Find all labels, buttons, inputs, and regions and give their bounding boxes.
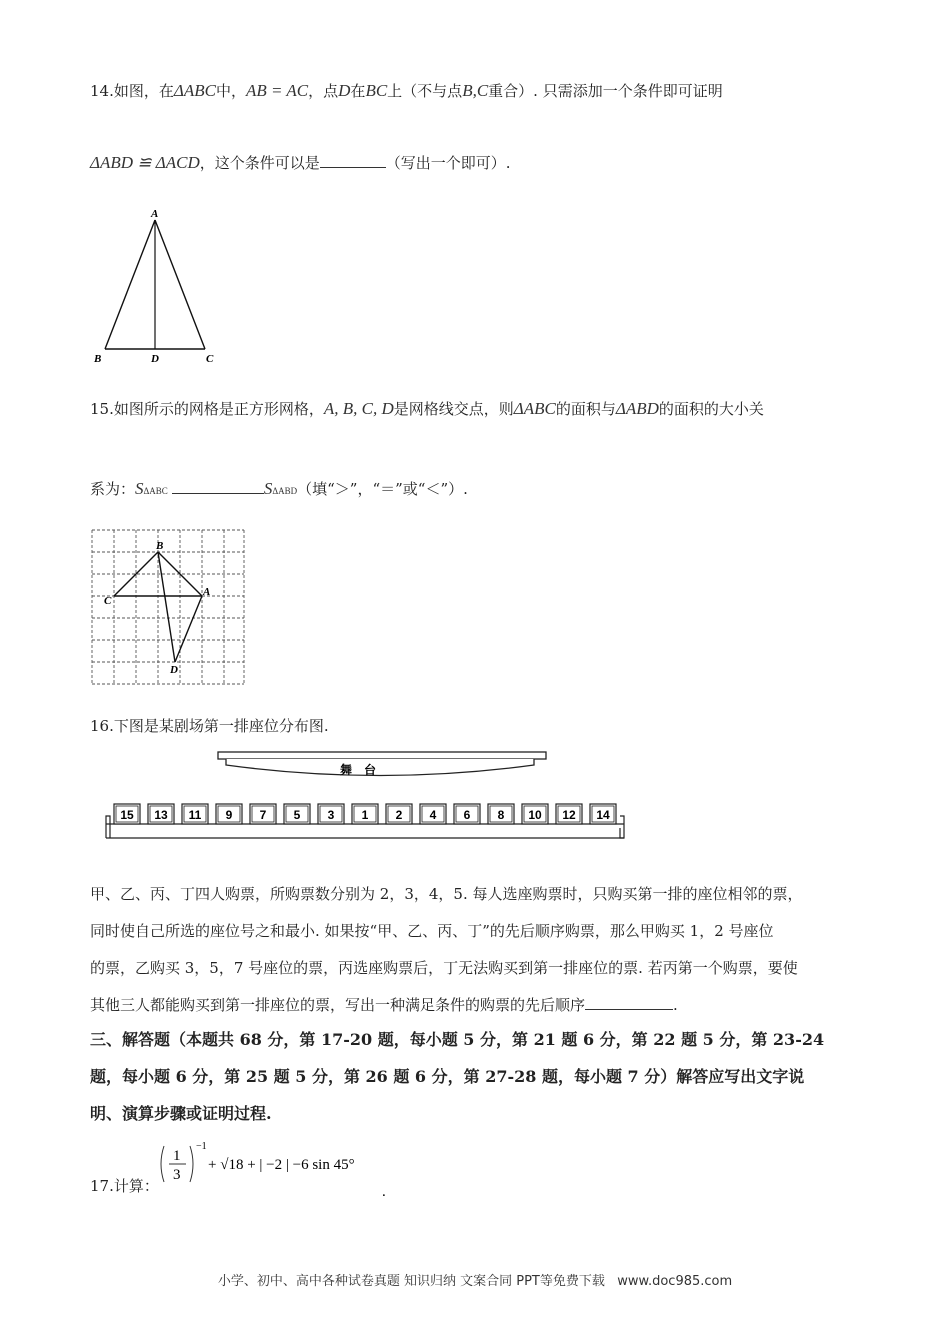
seat-12 (556, 804, 582, 824)
seat-number: 9 (225, 808, 233, 822)
seat-number: 12 (562, 808, 576, 822)
label-d: D (151, 353, 159, 365)
q17-label: 17.计算： (90, 1177, 159, 1195)
seat-number: 2 (395, 808, 403, 822)
q16-para-line2: 同时使自己所选的座位号之和最小. 如果按“甲、乙、丙、丁”的先后顺序购票，那么甲购买 1，2 号座位 (90, 922, 774, 940)
seat-number: 4 (429, 808, 437, 822)
svg-text:+ √18 + | −2 | −6 sin 45°: + √18 + | −2 | −6 sin 45° (208, 1157, 355, 1173)
seat-number: 8 (497, 808, 505, 822)
svg-text:1: 1 (173, 1148, 181, 1164)
answer-blank-15[interactable] (172, 479, 264, 494)
seat-number: 5 (293, 808, 301, 822)
q16-para-line3: 的票，乙购买 3，5，7 号座位的票，丙选座购票后，丁无法购买到第一排座位的票. 若丙第一个购票，要使 (90, 959, 798, 977)
page-footer (0, 1270, 950, 1289)
seat-7 (250, 804, 276, 824)
grid-label-a: A (203, 586, 211, 598)
grid-label-b: B (156, 540, 164, 552)
footer-url[interactable]: www.doc985.com (617, 1274, 733, 1289)
q14-triangle-figure (88, 205, 228, 370)
seat-11 (182, 804, 208, 824)
q14-line2: ΔABD ≌ ΔACD，这个条件可以是 （写出一个即可）. (90, 153, 511, 172)
q16-intro: 16.下图是某剧场第一排座位分布图. (90, 717, 329, 735)
triangle-abc: ΔABC (173, 81, 216, 100)
section3-heading-line2: 题，每小题 6 分，第 25 题 5 分，第 26 题 6 分，第 27-28 题，每小题 7 分）解答应写出文字说 (90, 1067, 805, 1086)
seat-1 (352, 804, 378, 824)
footer-text: 小学、初中、高中各种试卷真题 知识归纳 文案合同 PPT等免费下载 (217, 1274, 605, 1289)
label-a: A (151, 208, 159, 220)
seat-number: 3 (327, 808, 335, 822)
svg-text:.: . (382, 1184, 386, 1200)
theater-seat-figure (100, 748, 640, 848)
grid-label-c: C (104, 595, 112, 607)
q17-expression (156, 1140, 396, 1200)
svg-text:−1: −1 (196, 1141, 207, 1152)
seat-number: 11 (188, 808, 202, 822)
q15-grid-figure (90, 528, 250, 690)
seat-number: 6 (463, 808, 471, 822)
congruence-statement: ΔABD ≌ ΔACD (90, 153, 200, 172)
ab-equals-ac: AB = AC (245, 81, 309, 100)
seat-13 (148, 804, 174, 824)
q16-para-line4: 其他三人都能购买到第一排座位的票，写出一种满足条件的购票的先后顺序 . (90, 996, 678, 1014)
grid-label-d: D (170, 664, 178, 676)
q16-para-line1: 甲、乙、丙、丁四人购票，所购票数分别为 2，3，4，5. 每人选座购票时，只购买第一排的座位相邻的票， (90, 885, 803, 903)
answer-blank-16[interactable] (585, 995, 673, 1010)
seat-number: 14 (596, 808, 610, 822)
seat-4 (420, 804, 446, 824)
seat-number: 15 (120, 808, 134, 822)
seat-5 (284, 804, 310, 824)
seat-number: 7 (259, 808, 267, 822)
seat-number: 1 (361, 808, 369, 822)
seat-6 (454, 804, 480, 824)
label-b: B (94, 353, 102, 365)
seat-10 (522, 804, 548, 824)
label-c: C (206, 353, 214, 365)
q15-line1: 15.如图所示的网格是正方形网格，A, B, C, D是网格线交点，则ΔABC的面积与ΔABD的面积的大小关 (90, 399, 764, 418)
seat-2 (386, 804, 412, 824)
seat-9 (216, 804, 242, 824)
seat-15 (114, 804, 140, 824)
seat-number: 10 (528, 808, 542, 822)
seat-number: 13 (154, 808, 168, 822)
seat-row (114, 804, 616, 824)
seat-14 (590, 804, 616, 824)
section3-heading-line3: 明、演算步骤或证明过程. (90, 1104, 272, 1123)
seat-8 (488, 804, 514, 824)
q14-line1: 14.如图，在ΔABC中，AB = AC，点D在BC上（不与点B,C重合）. 只需添加一个条件即可证明 (90, 81, 723, 100)
answer-blank-14[interactable] (320, 153, 386, 168)
seat-3 (318, 804, 344, 824)
stage-label: 舞 台 (340, 763, 377, 777)
section3-heading-line1: 三、解答题（本题共 68 分，第 17-20 题，每小题 5 分，第 21 题 6 分，第 22 题 5 分，第 23-24 (90, 1030, 825, 1049)
svg-text:3: 3 (173, 1167, 181, 1183)
q15-line2: 系为：SΔABC SΔABD（填“＞”，“＝”或“＜”）. (90, 479, 468, 498)
